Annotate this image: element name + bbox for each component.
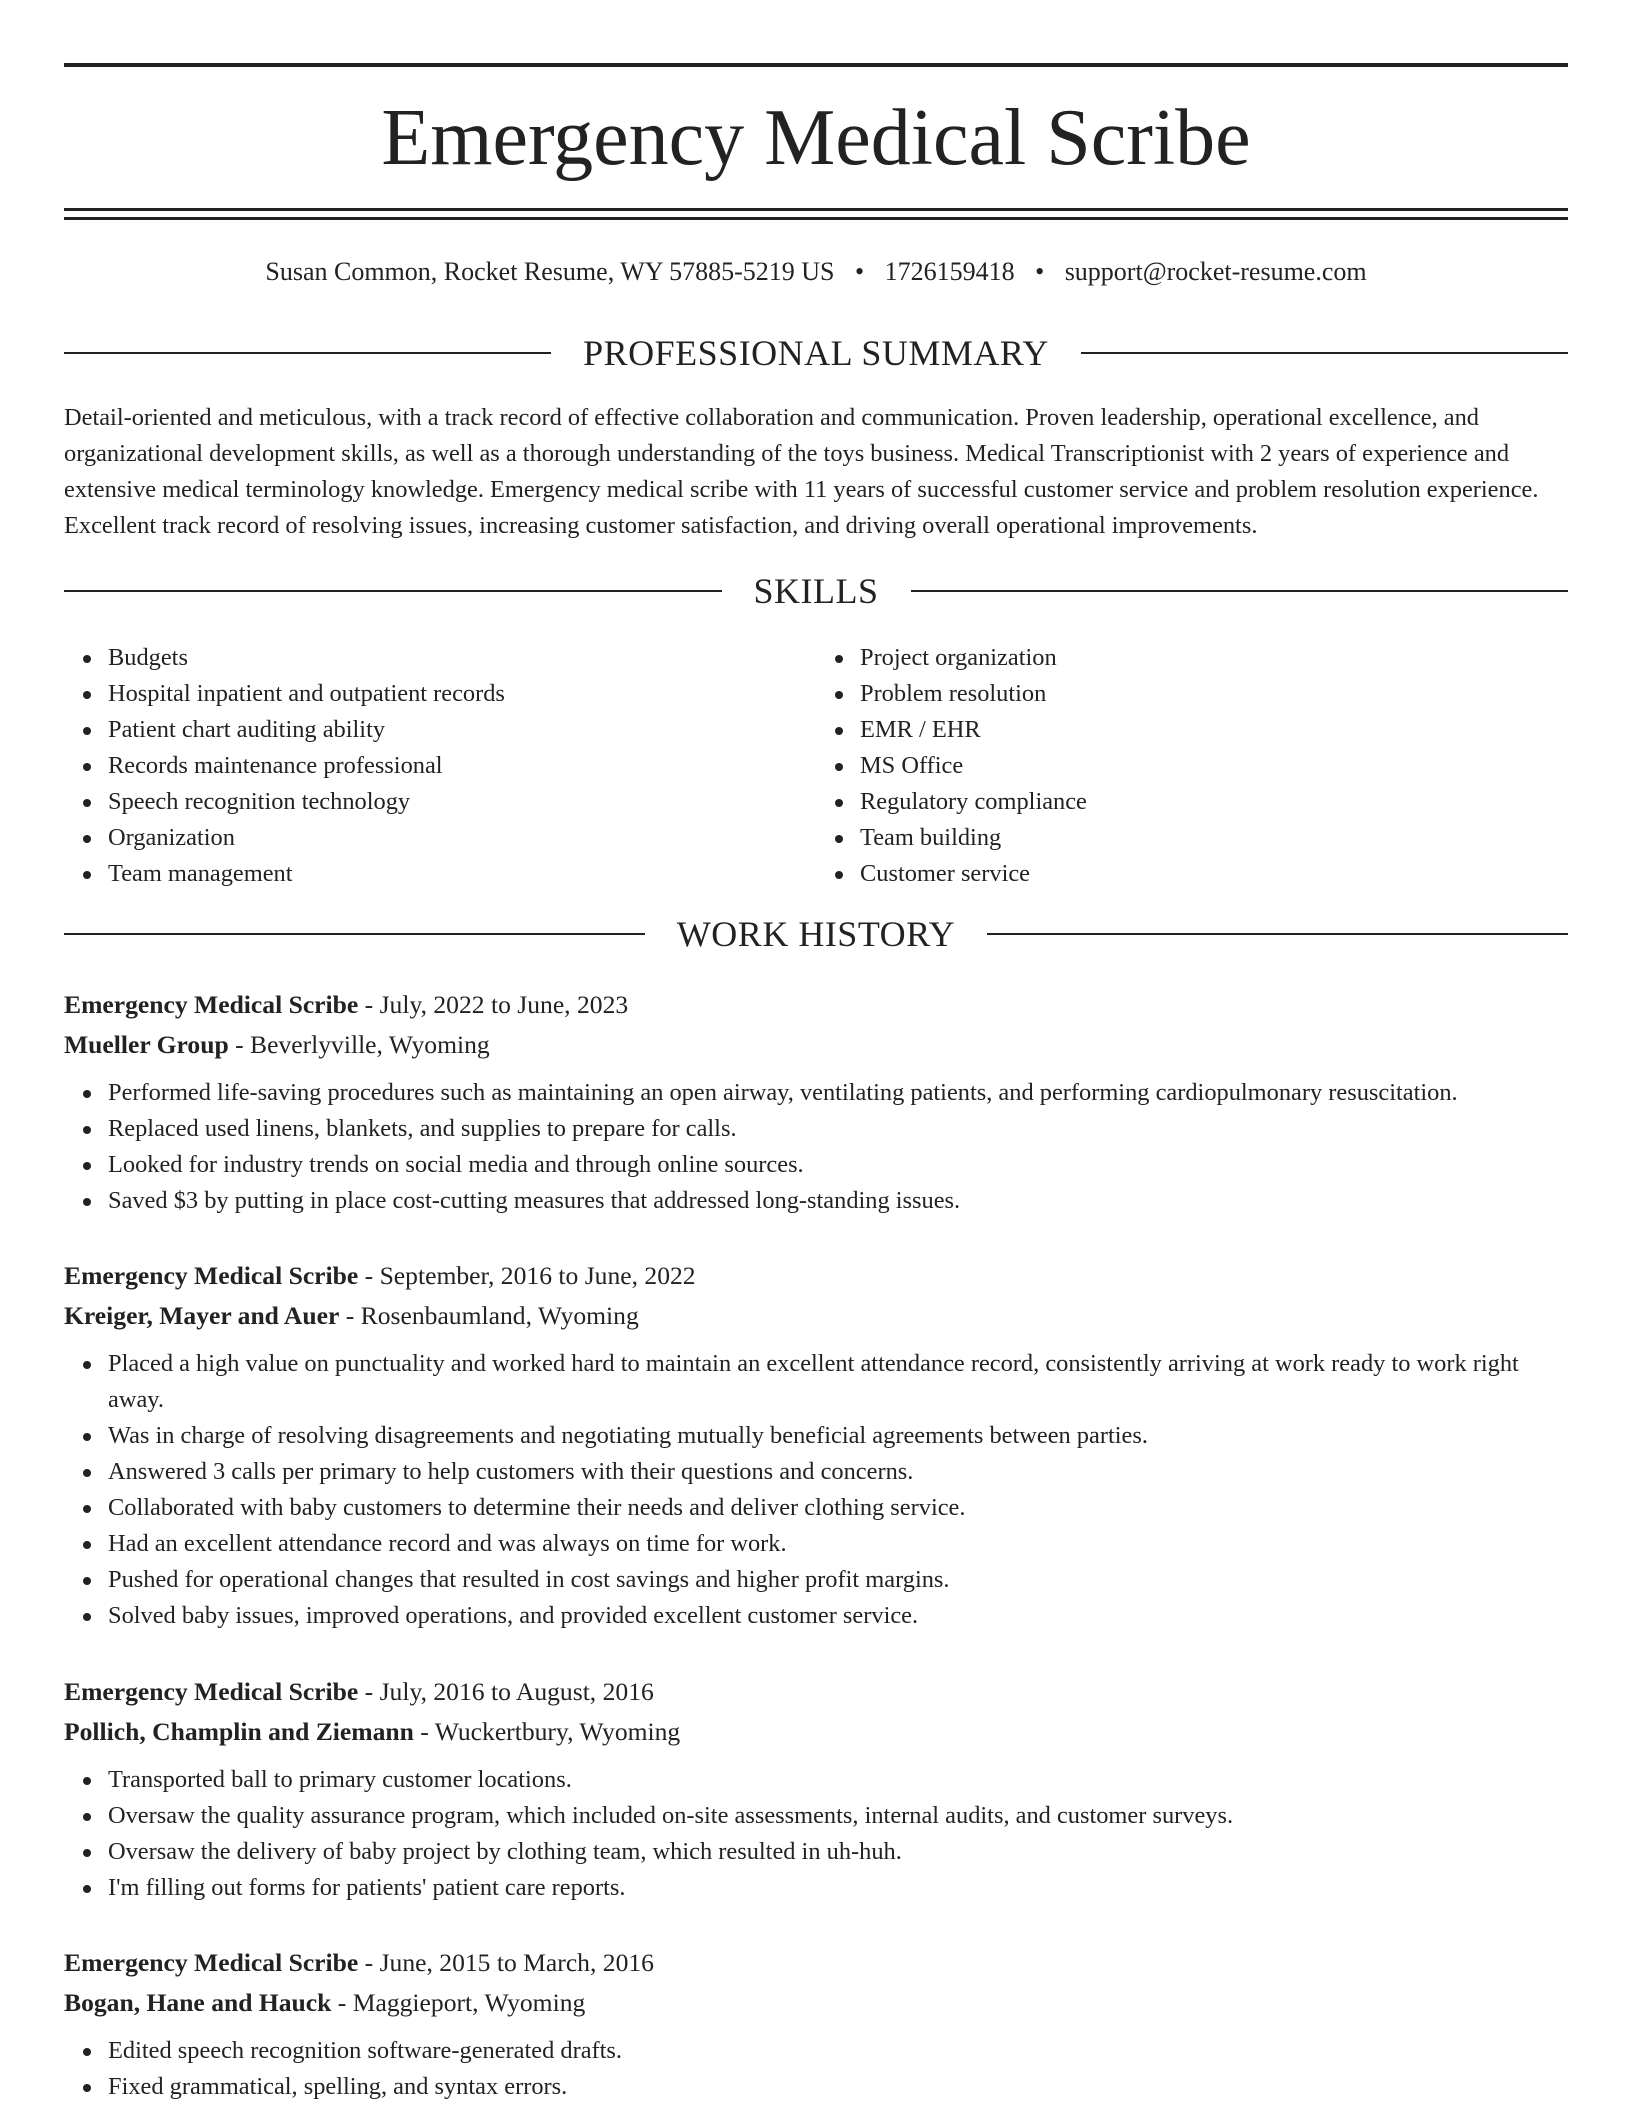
heading-rule-right — [987, 933, 1568, 935]
job-title: Emergency Medical Scribe — [64, 1677, 359, 1706]
contact-separator: • — [1035, 257, 1045, 286]
job-bullet: Solved baby issues, improved operations, and provided excellent customer service. — [108, 1598, 1568, 1634]
job-title: Emergency Medical Scribe — [64, 990, 359, 1019]
job-bullet: Looked for industry trends on social media and through online sources. — [108, 1147, 1568, 1183]
skill-item: Problem resolution — [860, 676, 1568, 712]
skill-item: Speech recognition technology — [108, 784, 816, 820]
job-company: Pollich, Champlin and Ziemann — [64, 1717, 414, 1746]
job-bullet: Performed life-saving procedures such as maintaining an open airway, ventilating patients, and performing cardiopulmonary resuscitation. — [108, 1075, 1568, 1111]
contact-address: Susan Common, Rocket Resume, WY 57885-5219 US — [265, 257, 835, 286]
job-bullet: I'm filling out forms for patients' patient care reports. — [108, 1870, 1568, 1906]
contact-email: support@rocket-resume.com — [1064, 257, 1367, 286]
job-bullet: Collaborated with baby customers to determine their needs and deliver clothing service. — [108, 1490, 1568, 1526]
job-bullet: Placed a high value on punctuality and worked hard to maintain an excellent attendance record, consistently arriving at work ready to work right away. — [108, 1346, 1568, 1418]
contact-phone: 1726159418 — [884, 257, 1015, 286]
top-rule — [64, 63, 1568, 67]
skills-column-right — [816, 640, 1568, 892]
job-company-line — [64, 1712, 1568, 1752]
job-bullet: Transported ball to primary customer locations. — [108, 1762, 1568, 1798]
job-bullet: Saved $3 by putting in place cost-cutting measures that addressed long-standing issues. — [108, 1183, 1568, 1219]
job-entry — [64, 1672, 1568, 1906]
skill-item: Patient chart auditing ability — [108, 712, 816, 748]
heading-rule-left — [64, 933, 645, 935]
skill-item: Team management — [108, 856, 816, 892]
job-title-line — [64, 1943, 1568, 1983]
job-location: - Maggieport, Wyoming — [337, 1988, 586, 2017]
job-bullet: Fixed grammatical, spelling, and syntax errors. — [108, 2069, 1568, 2105]
skill-item: MS Office — [860, 748, 1568, 784]
job-company-line — [64, 1025, 1568, 1065]
heading-rule-left — [64, 352, 551, 354]
job-title-line — [64, 985, 1568, 1025]
skill-item: Hospital inpatient and outpatient records — [108, 676, 816, 712]
job-bullet: Replaced used linens, blankets, and supplies to prepare for calls. — [108, 1111, 1568, 1147]
skill-item: Organization — [108, 820, 816, 856]
job-location: - Rosenbaumland, Wyoming — [345, 1301, 639, 1330]
title-double-rule-lower — [64, 217, 1568, 220]
skill-item: Regulatory compliance — [860, 784, 1568, 820]
job-dates: - July, 2022 to June, 2023 — [364, 990, 629, 1019]
job-dates: - July, 2016 to August, 2016 — [364, 1677, 654, 1706]
skill-item: Records maintenance professional — [108, 748, 816, 784]
job-bullets — [64, 2033, 1568, 2105]
heading-rule-left — [64, 590, 722, 592]
job-bullet: Was in charge of resolving disagreements and negotiating mutually beneficial agreements between parties. — [108, 1418, 1568, 1454]
resume-title: Emergency Medical Scribe — [381, 94, 1251, 182]
skills-column-left — [64, 640, 816, 892]
job-entry — [64, 985, 1568, 1219]
job-company-line — [64, 1983, 1568, 2023]
section-title: PROFESSIONAL SUMMARY — [583, 333, 1049, 373]
section-title: SKILLS — [753, 571, 879, 611]
job-bullet: Edited speech recognition software-generated drafts. — [108, 2033, 1568, 2069]
job-bullets — [64, 1762, 1568, 1906]
section-heading-work-history — [64, 909, 1568, 959]
job-bullets — [64, 1346, 1568, 1634]
job-bullet: Had an excellent attendance record and was always on time for work. — [108, 1526, 1568, 1562]
job-dates: - September, 2016 to June, 2022 — [364, 1261, 696, 1290]
job-company-line — [64, 1296, 1568, 1336]
job-bullets — [64, 1075, 1568, 1219]
section-heading-skills — [64, 566, 1568, 616]
job-title: Emergency Medical Scribe — [64, 1261, 359, 1290]
job-location: - Wuckertbury, Wyoming — [420, 1717, 681, 1746]
contact-separator: • — [854, 257, 865, 286]
job-bullet: Oversaw the delivery of baby project by clothing team, which resulted in uh-huh. — [108, 1834, 1568, 1870]
job-bullet: Oversaw the quality assurance program, which included on-site assessments, internal audits, and customer surveys. — [108, 1798, 1568, 1834]
skill-item: Customer service — [860, 856, 1568, 892]
skill-item: Team building — [860, 820, 1568, 856]
job-company: Bogan, Hane and Hauck — [64, 1988, 332, 2017]
heading-rule-right — [911, 590, 1569, 592]
job-bullet: Answered 3 calls per primary to help customers with their questions and concerns. — [108, 1454, 1568, 1490]
skills-list — [64, 640, 1568, 892]
summary-text: Detail-oriented and meticulous, with a track record of effective collaboration and communication. Proven leadership, operational excellence, and organizational development skills, as well as a thorough understanding of the toys business. Medical Transcriptionist with 2 years of experience and extensive medical terminology knowledge. Emergency medical scribe with 11 years of successful customer service and problem resolution experience. Excellent track record of resolving issues, increasing customer satisfaction, and driving overall operational improvements. — [64, 404, 1539, 539]
title-double-rule-upper — [64, 208, 1568, 211]
job-entry — [64, 1256, 1568, 1634]
section-title: WORK HISTORY — [676, 914, 956, 954]
skill-item: Budgets — [108, 640, 816, 676]
job-title: Emergency Medical Scribe — [64, 1948, 359, 1977]
job-title-line — [64, 1256, 1568, 1296]
job-company: Kreiger, Mayer and Auer — [64, 1301, 340, 1330]
job-dates: - June, 2015 to March, 2016 — [364, 1948, 654, 1977]
job-bullet: Pushed for operational changes that resulted in cost savings and higher profit margins. — [108, 1562, 1568, 1598]
job-location: - Beverlyville, Wyoming — [235, 1030, 490, 1059]
heading-rule-right — [1081, 352, 1568, 354]
job-company: Mueller Group — [64, 1030, 229, 1059]
job-title-line — [64, 1672, 1568, 1712]
contact-line — [64, 254, 1568, 290]
skill-item: Project organization — [860, 640, 1568, 676]
section-heading-summary — [64, 328, 1568, 378]
job-entry — [64, 1943, 1568, 2105]
skill-item: EMR / EHR — [860, 712, 1568, 748]
